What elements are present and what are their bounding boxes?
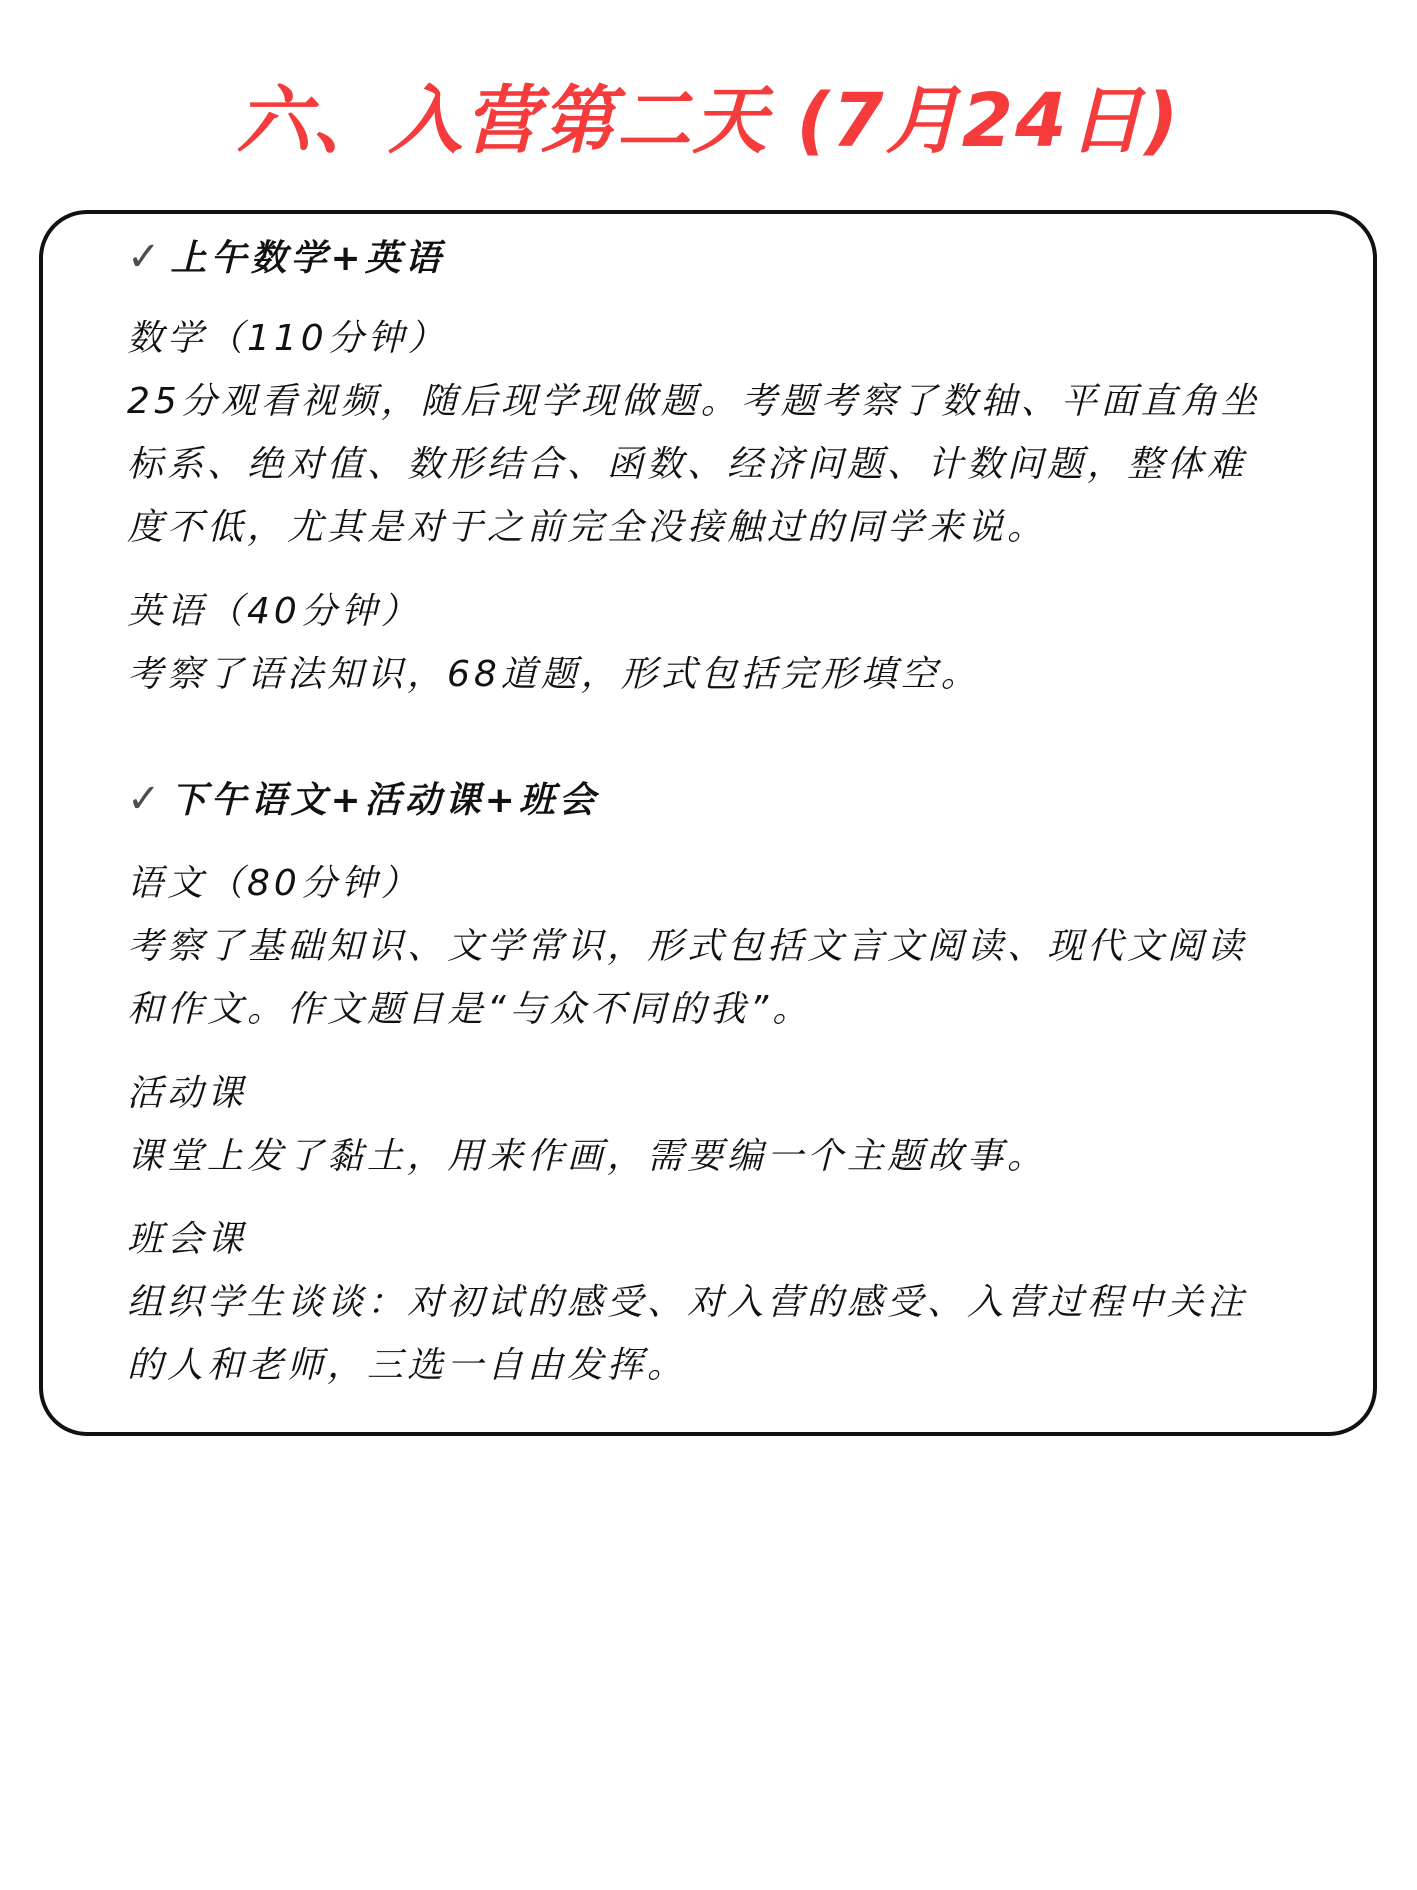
section-heading-text: 下午语文+活动课+班会 (170, 780, 599, 821)
section-heading-morning (127, 235, 445, 281)
paragraph-line: 和作文。作文题目是“与众不同的我”。 (127, 989, 813, 1030)
paragraph-line: 标系、绝对值、数形结合、函数、经济问题、计数问题，整体难 (127, 444, 1248, 485)
page-title: 六、入营第二天 (7月24日) (236, 78, 1181, 164)
paragraph-line: 的人和老师，三选一自由发挥。 (127, 1345, 688, 1386)
paragraph-line: 组织学生谈谈：对初试的感受、对入营的感受、入营过程中关注 (127, 1282, 1248, 1323)
subject-label-english: 英语（40分钟） (127, 591, 421, 632)
section-heading-afternoon (127, 777, 599, 823)
paragraph-line: 度不低，尤其是对于之前完全没接触过的同学来说。 (127, 507, 1048, 548)
paragraph-line: 课堂上发了黏土，用来作画，需要编一个主题故事。 (127, 1136, 1048, 1177)
section-heading-text: 上午数学+英语 (170, 238, 445, 279)
checkmark-icon: ✓ (127, 776, 165, 822)
subject-label-chinese: 语文（80分钟） (127, 863, 421, 904)
subject-label-math: 数学（110分钟） (127, 318, 448, 359)
subject-label-activity: 活动课 (127, 1073, 248, 1114)
paragraph-line: 考察了基础知识、文学常识，形式包括文言文阅读、现代文阅读 (127, 926, 1248, 967)
checkmark-icon: ✓ (127, 234, 165, 280)
paragraph-line: 25分观看视频，随后现学现做题。考题考察了数轴、平面直角坐 (127, 381, 1261, 422)
paragraph-line: 考察了语法知识，68道题，形式包括完形填空。 (127, 654, 981, 695)
subject-label-class-meeting: 班会课 (127, 1219, 248, 1260)
